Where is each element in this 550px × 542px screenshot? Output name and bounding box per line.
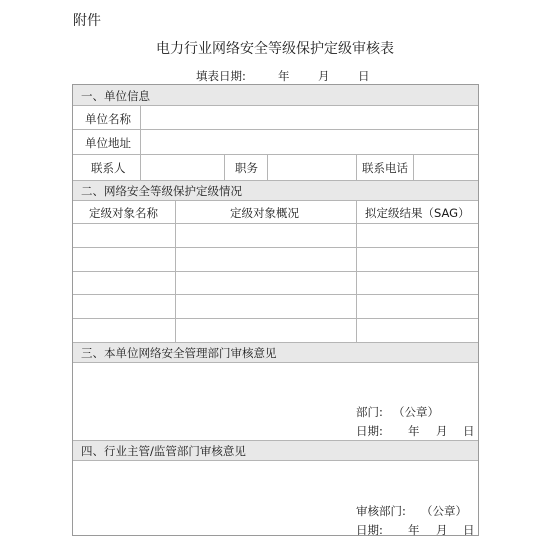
rule xyxy=(73,342,478,343)
rule xyxy=(175,200,176,342)
section3-day: 日 xyxy=(463,424,475,438)
section3-seal: （公章） xyxy=(393,405,439,419)
rule xyxy=(73,154,478,155)
rule xyxy=(73,440,478,441)
rule xyxy=(73,200,478,201)
section4-dept-label: 审核部门: xyxy=(356,504,406,518)
section4-date-label: 日期: xyxy=(356,523,383,537)
rule xyxy=(73,318,478,319)
position-label: 职务 xyxy=(235,161,258,175)
section3-month: 月 xyxy=(436,424,448,438)
contact-person-label: 联系人 xyxy=(91,161,126,175)
review-form-table xyxy=(72,84,479,536)
fill-date-label: 填表日期: xyxy=(196,69,246,83)
phone-label: 联系电话 xyxy=(362,161,408,175)
fill-date-month: 月 xyxy=(318,69,330,83)
rule xyxy=(73,247,478,248)
rule xyxy=(73,271,478,272)
rule xyxy=(73,105,478,106)
column-grading-result: 拟定级结果（SAG） xyxy=(365,206,470,220)
section4-day: 日 xyxy=(463,523,475,537)
section3-dept-label: 部门: xyxy=(356,405,383,419)
section4-year: 年 xyxy=(408,523,420,537)
section2-heading: 二、网络安全等级保护定级情况 xyxy=(81,184,242,198)
rule xyxy=(267,154,268,180)
fill-date-year: 年 xyxy=(278,69,290,83)
section4-month: 月 xyxy=(436,523,448,537)
rule xyxy=(140,154,141,180)
attachment-label: 附件 xyxy=(73,13,101,29)
rule xyxy=(73,460,478,461)
column-object-overview: 定级对象概况 xyxy=(230,206,299,220)
unit-name-label: 单位名称 xyxy=(85,112,131,126)
column-object-name: 定级对象名称 xyxy=(89,206,158,220)
section1-heading: 一、单位信息 xyxy=(81,89,150,103)
fill-date-day: 日 xyxy=(358,69,370,83)
section4-heading: 四、行业主管/监管部门审核意见 xyxy=(81,444,246,458)
section3-year: 年 xyxy=(408,424,420,438)
rule xyxy=(413,154,414,180)
rule xyxy=(73,180,478,181)
rule xyxy=(356,200,357,342)
rule xyxy=(224,154,225,180)
unit-address-label: 单位地址 xyxy=(85,136,131,150)
rule xyxy=(140,105,141,154)
section4-seal: （公章） xyxy=(421,504,467,518)
rule xyxy=(73,129,478,130)
form-title: 电力行业网络安全等级保护定级审核表 xyxy=(156,41,394,57)
rule xyxy=(73,362,478,363)
rule xyxy=(356,154,357,180)
rule xyxy=(73,223,478,224)
section3-heading: 三、本单位网络安全管理部门审核意见 xyxy=(81,346,277,360)
rule xyxy=(73,294,478,295)
section3-date-label: 日期: xyxy=(356,424,383,438)
